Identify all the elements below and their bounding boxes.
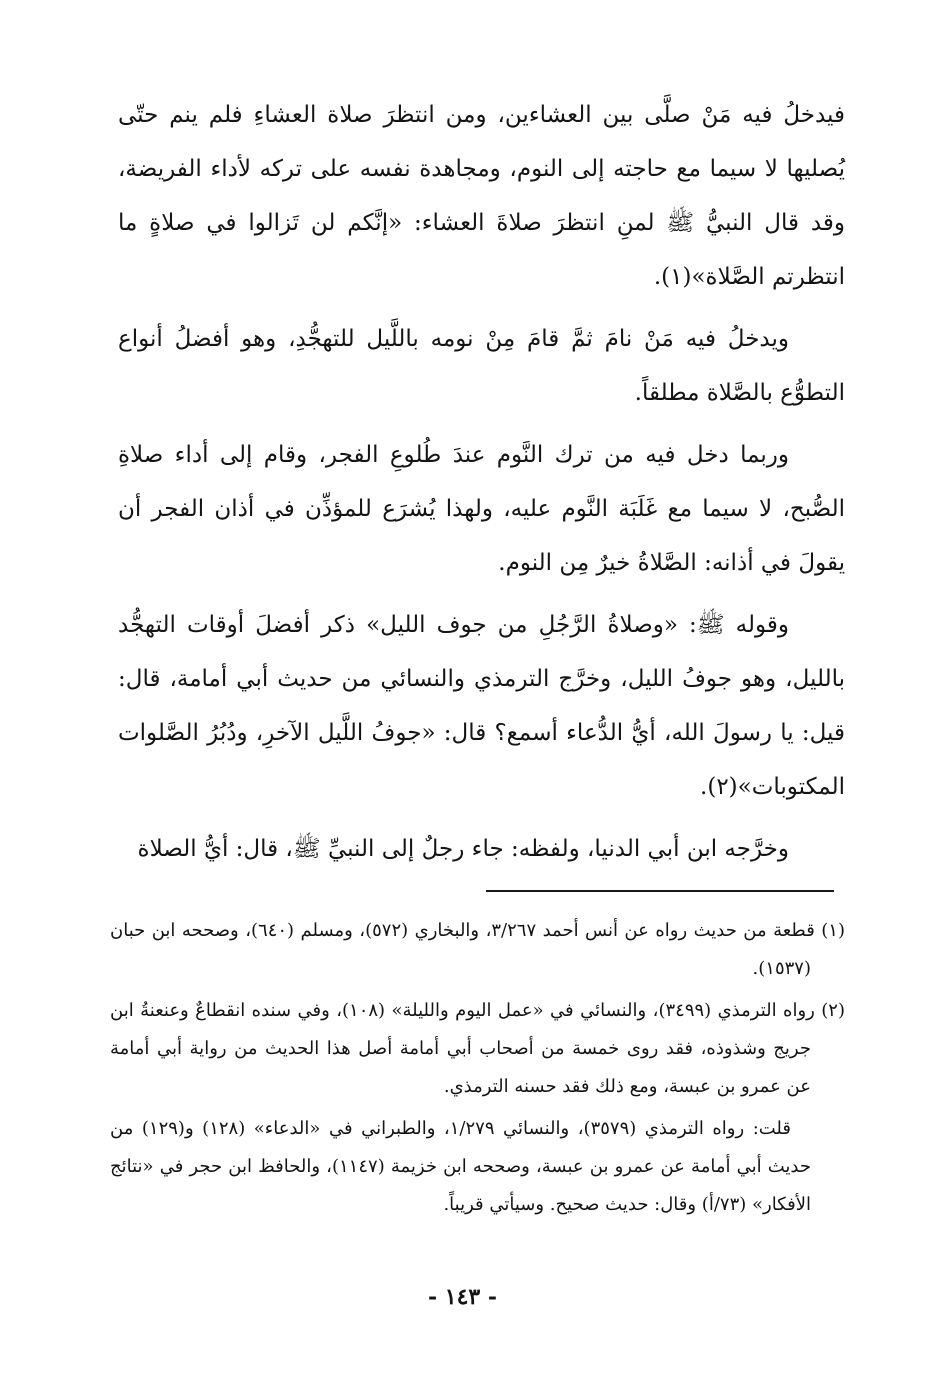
page-number-text: - ١٤٣ - [427, 1284, 498, 1310]
footnote-divider [486, 890, 834, 892]
paragraph-5: وخرَّجه ابن أبي الدنيا، ولفظه: جاء رجلٌ إلى النبيِّ ﷺ، قال: أيُّ الصلاة [137, 836, 789, 862]
footnote-2-note: قلت: رواه الترمذي (٣٥٧٩)، والنسائي ١/٢٧٩، والطبراني في «الدعاء» (١٢٨) و(١٢٩) من حديث أبي أمامة عن عمرو بن عبسة، وصححه ابن خزيمة (١١٤٧)، والحافظ ابن حجر في «نتائج الأفكار» (٧٣/أ) وقال: حديث صحيح. وسيأتي قريباً. [110, 1118, 811, 1215]
main-text [118, 88, 845, 884]
footnote-1: (١) قطعة من حديث رواه عن أنس أحمد ٣/٢٦٧، والبخاري (٥٧٢)، ومسلم (٦٤٠)، وصححه ابن حبان (١٥٣٧). [110, 920, 845, 979]
footnote-2: (٢) رواه الترمذي (٣٤٩٩)، والنسائي في «عمل اليوم والليلة» (١٠٨)، وفي سنده انقطاعٌ وعنعنةُ ابن جريج وشذوذه، فقد روى خمسة من أصحاب أبي أمامة أصل هذا الحديث من رواية أبي أمامة عن عمرو بن عبسة، ومع ذلك فقد حسنه الترمذي. [110, 1000, 845, 1097]
paragraph-2: ويدخلُ فيه مَنْ نامَ ثمَّ قامَ مِنْ نومه باللَّيل للتهجُّدِ، وهو أفضلُ أنواع التطوُّع بالصَّلاة مطلقاً. [118, 326, 845, 406]
footnotes [110, 912, 845, 1228]
paragraph-3: وربما دخل فيه من ترك النَّوم عندَ طُلوعِ الفجر، وقام إلى أداء صلاةِ الصُّبح، لا سيما مع غَلَبَة النَّوم عليه، ولهذا يُشرَع للمؤذِّن في أذان الفجر أن يقولَ في أذانه: الصَّلاةُ خيرٌ مِن النوم. [118, 442, 845, 576]
paragraph-1: فيدخلُ فيه مَنْ صلَّى بين العشاءين، ومن انتظرَ صلاة العشاءِ فلم ينم حتّى يُصليها لا سيما مع حاجته إلى النوم، ومجاهدة نفسه على تركه لأداء الفريضة، وقد قال النبيُّ ﷺ لمنِ انتظرَ صلاةَ العشاء: «إنَّكم لن تَزالوا في صلاةٍ ما انتظرتم الصَّلاة»(١). [118, 102, 845, 290]
paragraph-4: وقوله ﷺ: «وصلاةُ الرَّجُلِ من جوف الليل» ذكر أفضلَ أوقات التهجُّد بالليل، وهو جوفُ الليل، وخرَّج الترمذي والنسائي من حديث أبي أمامة، قال: قيل: يا رسولَ الله، أيُّ الدُّعاء أسمع؟ قال: «جوفُ اللَّيل الآخرِ، ودُبُرُ الصَّلوات المكتوبات»(٢). [118, 612, 845, 800]
page-number [0, 1284, 925, 1310]
